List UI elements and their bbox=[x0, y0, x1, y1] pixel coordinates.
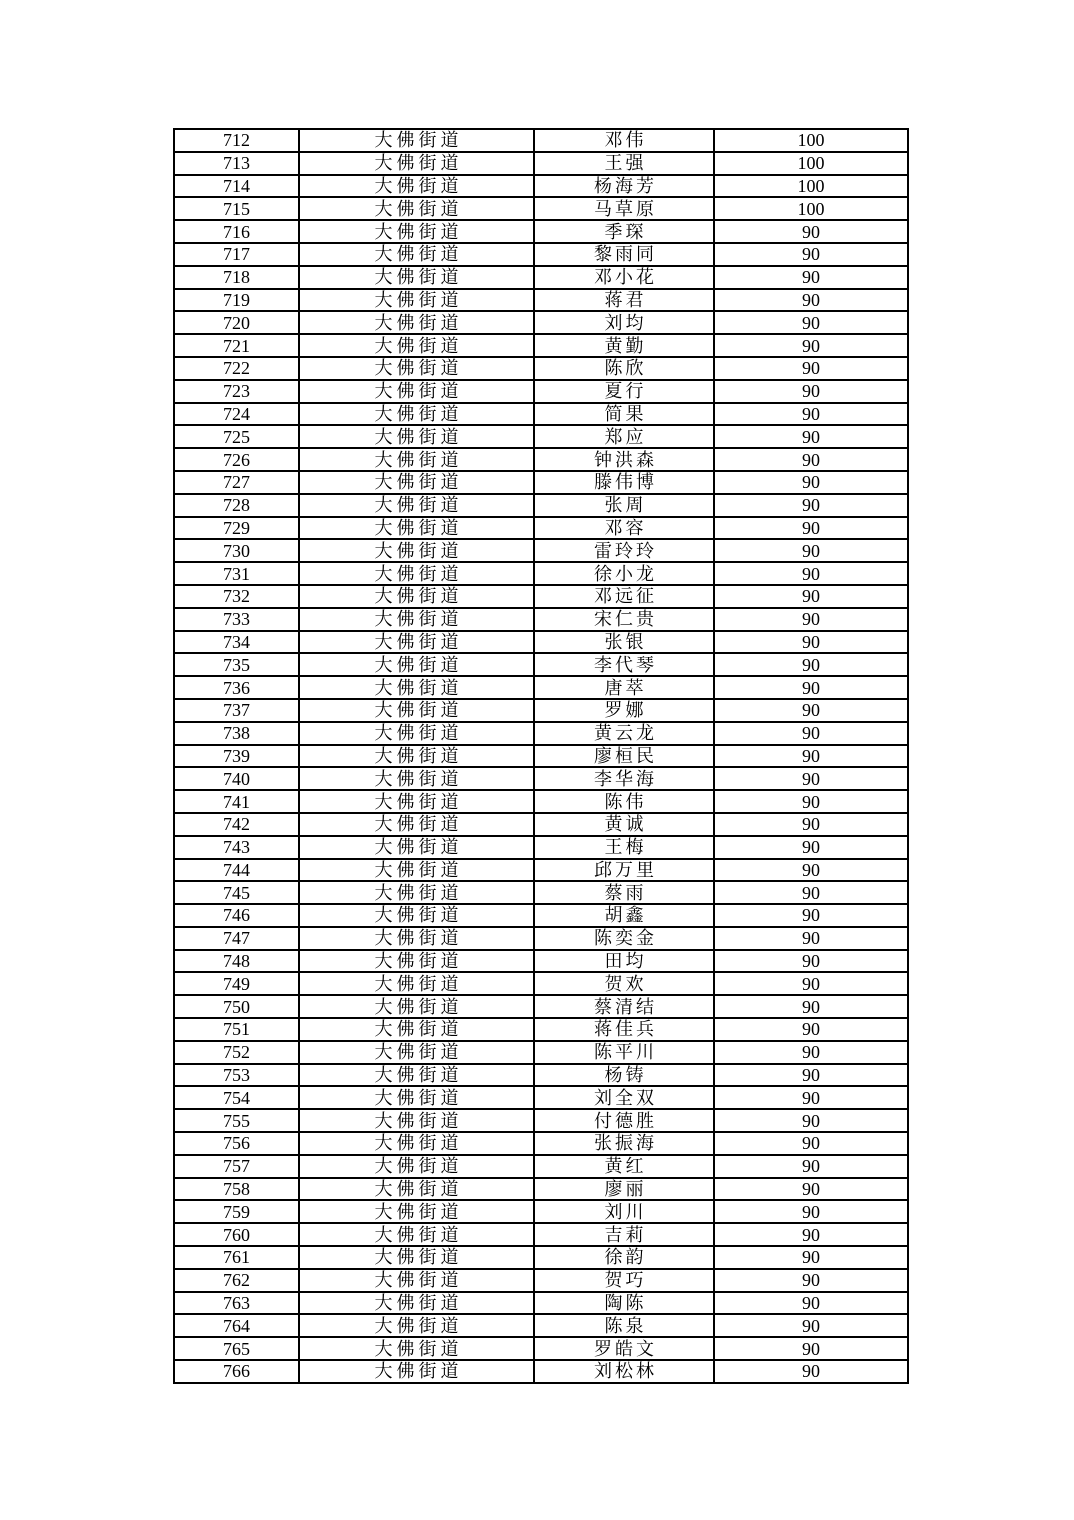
cell-street: 大佛街道 bbox=[299, 448, 534, 471]
cell-street: 大佛街道 bbox=[299, 1246, 534, 1269]
cell-street: 大佛街道 bbox=[299, 1018, 534, 1041]
cell-index: 758 bbox=[174, 1178, 299, 1201]
cell-score: 90 bbox=[714, 1223, 908, 1246]
table-row bbox=[174, 1314, 908, 1337]
cell-index: 763 bbox=[174, 1292, 299, 1315]
cell-name: 黄勤 bbox=[534, 334, 714, 357]
cell-score: 90 bbox=[714, 927, 908, 950]
cell-score: 100 bbox=[714, 197, 908, 220]
cell-name: 唐萃 bbox=[534, 676, 714, 699]
table-row bbox=[174, 631, 908, 654]
cell-index: 712 bbox=[174, 129, 299, 152]
cell-street: 大佛街道 bbox=[299, 608, 534, 631]
cell-name: 陈平川 bbox=[534, 1041, 714, 1064]
cell-score: 90 bbox=[714, 972, 908, 995]
cell-index: 730 bbox=[174, 539, 299, 562]
cell-index: 714 bbox=[174, 175, 299, 198]
cell-index: 727 bbox=[174, 471, 299, 494]
cell-score: 90 bbox=[714, 1064, 908, 1087]
cell-score: 90 bbox=[714, 403, 908, 426]
cell-street: 大佛街道 bbox=[299, 220, 534, 243]
cell-score: 90 bbox=[714, 813, 908, 836]
cell-score: 100 bbox=[714, 152, 908, 175]
cell-index: 756 bbox=[174, 1132, 299, 1155]
table-row bbox=[174, 243, 908, 266]
cell-score: 90 bbox=[714, 1018, 908, 1041]
cell-index: 739 bbox=[174, 745, 299, 768]
cell-score: 90 bbox=[714, 357, 908, 380]
table-row bbox=[174, 152, 908, 175]
cell-name: 罗娜 bbox=[534, 699, 714, 722]
table-row bbox=[174, 722, 908, 745]
table-row bbox=[174, 927, 908, 950]
cell-index: 736 bbox=[174, 676, 299, 699]
table-row bbox=[174, 471, 908, 494]
cell-street: 大佛街道 bbox=[299, 1132, 534, 1155]
cell-name: 刘全双 bbox=[534, 1086, 714, 1109]
cell-street: 大佛街道 bbox=[299, 357, 534, 380]
cell-index: 765 bbox=[174, 1337, 299, 1360]
cell-name: 张振海 bbox=[534, 1132, 714, 1155]
cell-name: 蒋佳兵 bbox=[534, 1018, 714, 1041]
table-row bbox=[174, 197, 908, 220]
cell-score: 90 bbox=[714, 1109, 908, 1132]
cell-score: 90 bbox=[714, 767, 908, 790]
cell-index: 750 bbox=[174, 995, 299, 1018]
table-row bbox=[174, 1178, 908, 1201]
table-row bbox=[174, 266, 908, 289]
cell-index: 741 bbox=[174, 790, 299, 813]
table-row bbox=[174, 494, 908, 517]
cell-index: 733 bbox=[174, 608, 299, 631]
cell-name: 蒋君 bbox=[534, 289, 714, 312]
cell-name: 雷玲玲 bbox=[534, 539, 714, 562]
cell-score: 90 bbox=[714, 380, 908, 403]
score-table bbox=[173, 128, 909, 1384]
cell-name: 徐韵 bbox=[534, 1246, 714, 1269]
table-row bbox=[174, 129, 908, 152]
table-row bbox=[174, 1223, 908, 1246]
cell-street: 大佛街道 bbox=[299, 1292, 534, 1315]
cell-score: 90 bbox=[714, 699, 908, 722]
cell-index: 760 bbox=[174, 1223, 299, 1246]
table-row bbox=[174, 380, 908, 403]
cell-street: 大佛街道 bbox=[299, 927, 534, 950]
cell-index: 754 bbox=[174, 1086, 299, 1109]
table-row bbox=[174, 904, 908, 927]
cell-score: 90 bbox=[714, 1269, 908, 1292]
cell-index: 751 bbox=[174, 1018, 299, 1041]
cell-index: 759 bbox=[174, 1200, 299, 1223]
cell-score: 90 bbox=[714, 1314, 908, 1337]
cell-name: 王梅 bbox=[534, 836, 714, 859]
cell-index: 722 bbox=[174, 357, 299, 380]
cell-street: 大佛街道 bbox=[299, 1041, 534, 1064]
cell-name: 刘松林 bbox=[534, 1360, 714, 1383]
cell-index: 740 bbox=[174, 767, 299, 790]
cell-street: 大佛街道 bbox=[299, 175, 534, 198]
cell-index: 738 bbox=[174, 722, 299, 745]
cell-name: 邓容 bbox=[534, 517, 714, 540]
cell-index: 728 bbox=[174, 494, 299, 517]
cell-name: 陈伟 bbox=[534, 790, 714, 813]
cell-score: 90 bbox=[714, 1246, 908, 1269]
cell-name: 王强 bbox=[534, 152, 714, 175]
cell-street: 大佛街道 bbox=[299, 585, 534, 608]
cell-name: 蔡雨 bbox=[534, 881, 714, 904]
cell-street: 大佛街道 bbox=[299, 471, 534, 494]
cell-index: 715 bbox=[174, 197, 299, 220]
cell-name: 贺欢 bbox=[534, 972, 714, 995]
cell-score: 90 bbox=[714, 425, 908, 448]
table-row bbox=[174, 562, 908, 585]
cell-street: 大佛街道 bbox=[299, 881, 534, 904]
cell-score: 90 bbox=[714, 859, 908, 882]
table-row bbox=[174, 995, 908, 1018]
cell-name: 张周 bbox=[534, 494, 714, 517]
table-row bbox=[174, 1337, 908, 1360]
cell-street: 大佛街道 bbox=[299, 403, 534, 426]
cell-street: 大佛街道 bbox=[299, 722, 534, 745]
cell-score: 100 bbox=[714, 175, 908, 198]
cell-index: 723 bbox=[174, 380, 299, 403]
score-table-body bbox=[174, 129, 908, 1383]
cell-score: 90 bbox=[714, 904, 908, 927]
table-row bbox=[174, 517, 908, 540]
cell-score: 90 bbox=[714, 1292, 908, 1315]
cell-name: 陈欣 bbox=[534, 357, 714, 380]
cell-score: 90 bbox=[714, 722, 908, 745]
cell-name: 邓小花 bbox=[534, 266, 714, 289]
cell-street: 大佛街道 bbox=[299, 1360, 534, 1383]
cell-name: 郑应 bbox=[534, 425, 714, 448]
table-row bbox=[174, 1109, 908, 1132]
table-row bbox=[174, 745, 908, 768]
cell-name: 简果 bbox=[534, 403, 714, 426]
table-row bbox=[174, 289, 908, 312]
cell-name: 黄红 bbox=[534, 1155, 714, 1178]
cell-name: 刘均 bbox=[534, 311, 714, 334]
cell-name: 夏行 bbox=[534, 380, 714, 403]
cell-name: 徐小龙 bbox=[534, 562, 714, 585]
cell-street: 大佛街道 bbox=[299, 1200, 534, 1223]
cell-score: 90 bbox=[714, 1086, 908, 1109]
cell-index: 726 bbox=[174, 448, 299, 471]
cell-name: 李华海 bbox=[534, 767, 714, 790]
table-row bbox=[174, 334, 908, 357]
cell-name: 陈泉 bbox=[534, 1314, 714, 1337]
cell-score: 100 bbox=[714, 129, 908, 152]
cell-name: 杨海芳 bbox=[534, 175, 714, 198]
table-row bbox=[174, 425, 908, 448]
cell-score: 90 bbox=[714, 1178, 908, 1201]
cell-score: 90 bbox=[714, 334, 908, 357]
cell-score: 90 bbox=[714, 881, 908, 904]
cell-name: 蔡清结 bbox=[534, 995, 714, 1018]
cell-score: 90 bbox=[714, 790, 908, 813]
cell-score: 90 bbox=[714, 1360, 908, 1383]
table-row bbox=[174, 767, 908, 790]
cell-index: 766 bbox=[174, 1360, 299, 1383]
cell-street: 大佛街道 bbox=[299, 767, 534, 790]
cell-score: 90 bbox=[714, 1200, 908, 1223]
table-row bbox=[174, 859, 908, 882]
cell-name: 贺巧 bbox=[534, 1269, 714, 1292]
table-row bbox=[174, 357, 908, 380]
cell-street: 大佛街道 bbox=[299, 813, 534, 836]
cell-name: 黄云龙 bbox=[534, 722, 714, 745]
table-row bbox=[174, 311, 908, 334]
cell-score: 90 bbox=[714, 539, 908, 562]
table-row bbox=[174, 1064, 908, 1087]
table-row bbox=[174, 1292, 908, 1315]
cell-street: 大佛街道 bbox=[299, 152, 534, 175]
cell-name: 钟洪森 bbox=[534, 448, 714, 471]
cell-street: 大佛街道 bbox=[299, 1155, 534, 1178]
cell-street: 大佛街道 bbox=[299, 266, 534, 289]
cell-street: 大佛街道 bbox=[299, 631, 534, 654]
cell-name: 滕伟博 bbox=[534, 471, 714, 494]
cell-name: 廖丽 bbox=[534, 1178, 714, 1201]
cell-index: 742 bbox=[174, 813, 299, 836]
table-row bbox=[174, 836, 908, 859]
cell-street: 大佛街道 bbox=[299, 995, 534, 1018]
cell-score: 90 bbox=[714, 289, 908, 312]
cell-street: 大佛街道 bbox=[299, 904, 534, 927]
cell-street: 大佛街道 bbox=[299, 539, 534, 562]
cell-name: 季琛 bbox=[534, 220, 714, 243]
cell-name: 罗皓文 bbox=[534, 1337, 714, 1360]
cell-name: 陈奕金 bbox=[534, 927, 714, 950]
cell-street: 大佛街道 bbox=[299, 129, 534, 152]
cell-score: 90 bbox=[714, 266, 908, 289]
cell-name: 付德胜 bbox=[534, 1109, 714, 1132]
cell-score: 90 bbox=[714, 517, 908, 540]
cell-street: 大佛街道 bbox=[299, 1178, 534, 1201]
cell-score: 90 bbox=[714, 1155, 908, 1178]
cell-index: 764 bbox=[174, 1314, 299, 1337]
cell-score: 90 bbox=[714, 676, 908, 699]
cell-name: 田均 bbox=[534, 950, 714, 973]
table-row bbox=[174, 699, 908, 722]
cell-street: 大佛街道 bbox=[299, 859, 534, 882]
cell-street: 大佛街道 bbox=[299, 562, 534, 585]
cell-index: 753 bbox=[174, 1064, 299, 1087]
cell-street: 大佛街道 bbox=[299, 653, 534, 676]
cell-street: 大佛街道 bbox=[299, 1223, 534, 1246]
cell-score: 90 bbox=[714, 745, 908, 768]
cell-score: 90 bbox=[714, 653, 908, 676]
cell-index: 748 bbox=[174, 950, 299, 973]
cell-score: 90 bbox=[714, 950, 908, 973]
table-row bbox=[174, 220, 908, 243]
table-row bbox=[174, 1155, 908, 1178]
cell-score: 90 bbox=[714, 243, 908, 266]
cell-index: 746 bbox=[174, 904, 299, 927]
cell-index: 737 bbox=[174, 699, 299, 722]
table-row bbox=[174, 813, 908, 836]
cell-name: 邱万里 bbox=[534, 859, 714, 882]
cell-name: 杨铸 bbox=[534, 1064, 714, 1087]
table-row bbox=[174, 972, 908, 995]
cell-score: 90 bbox=[714, 494, 908, 517]
cell-street: 大佛街道 bbox=[299, 836, 534, 859]
cell-index: 745 bbox=[174, 881, 299, 904]
cell-street: 大佛街道 bbox=[299, 311, 534, 334]
cell-street: 大佛街道 bbox=[299, 699, 534, 722]
table-row bbox=[174, 653, 908, 676]
cell-score: 90 bbox=[714, 631, 908, 654]
cell-index: 752 bbox=[174, 1041, 299, 1064]
cell-index: 757 bbox=[174, 1155, 299, 1178]
table-row bbox=[174, 448, 908, 471]
table-row bbox=[174, 1086, 908, 1109]
cell-score: 90 bbox=[714, 1132, 908, 1155]
cell-street: 大佛街道 bbox=[299, 289, 534, 312]
cell-street: 大佛街道 bbox=[299, 1314, 534, 1337]
table-row bbox=[174, 1360, 908, 1383]
cell-index: 747 bbox=[174, 927, 299, 950]
cell-score: 90 bbox=[714, 220, 908, 243]
cell-index: 713 bbox=[174, 152, 299, 175]
table-row bbox=[174, 608, 908, 631]
cell-street: 大佛街道 bbox=[299, 1064, 534, 1087]
table-row bbox=[174, 1200, 908, 1223]
table-row bbox=[174, 1269, 908, 1292]
cell-index: 735 bbox=[174, 653, 299, 676]
table-row bbox=[174, 676, 908, 699]
cell-street: 大佛街道 bbox=[299, 950, 534, 973]
table-row bbox=[174, 1132, 908, 1155]
cell-score: 90 bbox=[714, 995, 908, 1018]
cell-name: 邓远征 bbox=[534, 585, 714, 608]
cell-index: 725 bbox=[174, 425, 299, 448]
cell-index: 718 bbox=[174, 266, 299, 289]
cell-name: 张银 bbox=[534, 631, 714, 654]
table-row bbox=[174, 950, 908, 973]
cell-name: 廖桓民 bbox=[534, 745, 714, 768]
cell-index: 721 bbox=[174, 334, 299, 357]
table-row bbox=[174, 585, 908, 608]
table-row bbox=[174, 539, 908, 562]
cell-name: 吉莉 bbox=[534, 1223, 714, 1246]
cell-name: 陶陈 bbox=[534, 1292, 714, 1315]
cell-index: 744 bbox=[174, 859, 299, 882]
cell-street: 大佛街道 bbox=[299, 1269, 534, 1292]
cell-score: 90 bbox=[714, 585, 908, 608]
cell-index: 720 bbox=[174, 311, 299, 334]
cell-name: 马草原 bbox=[534, 197, 714, 220]
cell-name: 胡鑫 bbox=[534, 904, 714, 927]
cell-street: 大佛街道 bbox=[299, 517, 534, 540]
cell-name: 宋仁贵 bbox=[534, 608, 714, 631]
cell-street: 大佛街道 bbox=[299, 243, 534, 266]
table-row bbox=[174, 790, 908, 813]
cell-street: 大佛街道 bbox=[299, 972, 534, 995]
cell-street: 大佛街道 bbox=[299, 425, 534, 448]
cell-name: 刘川 bbox=[534, 1200, 714, 1223]
cell-street: 大佛街道 bbox=[299, 334, 534, 357]
cell-index: 732 bbox=[174, 585, 299, 608]
cell-index: 743 bbox=[174, 836, 299, 859]
cell-name: 李代琴 bbox=[534, 653, 714, 676]
table-row bbox=[174, 175, 908, 198]
cell-street: 大佛街道 bbox=[299, 494, 534, 517]
cell-index: 719 bbox=[174, 289, 299, 312]
cell-street: 大佛街道 bbox=[299, 1109, 534, 1132]
cell-score: 90 bbox=[714, 311, 908, 334]
cell-score: 90 bbox=[714, 1337, 908, 1360]
cell-index: 731 bbox=[174, 562, 299, 585]
cell-score: 90 bbox=[714, 471, 908, 494]
cell-score: 90 bbox=[714, 1041, 908, 1064]
cell-name: 黄诚 bbox=[534, 813, 714, 836]
cell-score: 90 bbox=[714, 448, 908, 471]
table-row bbox=[174, 403, 908, 426]
table-row bbox=[174, 881, 908, 904]
cell-index: 761 bbox=[174, 1246, 299, 1269]
cell-index: 717 bbox=[174, 243, 299, 266]
cell-index: 716 bbox=[174, 220, 299, 243]
cell-street: 大佛街道 bbox=[299, 1337, 534, 1360]
cell-street: 大佛街道 bbox=[299, 676, 534, 699]
table-row bbox=[174, 1246, 908, 1269]
cell-street: 大佛街道 bbox=[299, 745, 534, 768]
table-row bbox=[174, 1041, 908, 1064]
cell-name: 黎雨同 bbox=[534, 243, 714, 266]
cell-index: 755 bbox=[174, 1109, 299, 1132]
cell-index: 734 bbox=[174, 631, 299, 654]
cell-score: 90 bbox=[714, 562, 908, 585]
cell-name: 邓伟 bbox=[534, 129, 714, 152]
cell-index: 724 bbox=[174, 403, 299, 426]
cell-index: 729 bbox=[174, 517, 299, 540]
cell-street: 大佛街道 bbox=[299, 380, 534, 403]
cell-street: 大佛街道 bbox=[299, 1086, 534, 1109]
cell-index: 749 bbox=[174, 972, 299, 995]
cell-street: 大佛街道 bbox=[299, 790, 534, 813]
cell-index: 762 bbox=[174, 1269, 299, 1292]
table-row bbox=[174, 1018, 908, 1041]
cell-street: 大佛街道 bbox=[299, 197, 534, 220]
cell-score: 90 bbox=[714, 836, 908, 859]
cell-score: 90 bbox=[714, 608, 908, 631]
